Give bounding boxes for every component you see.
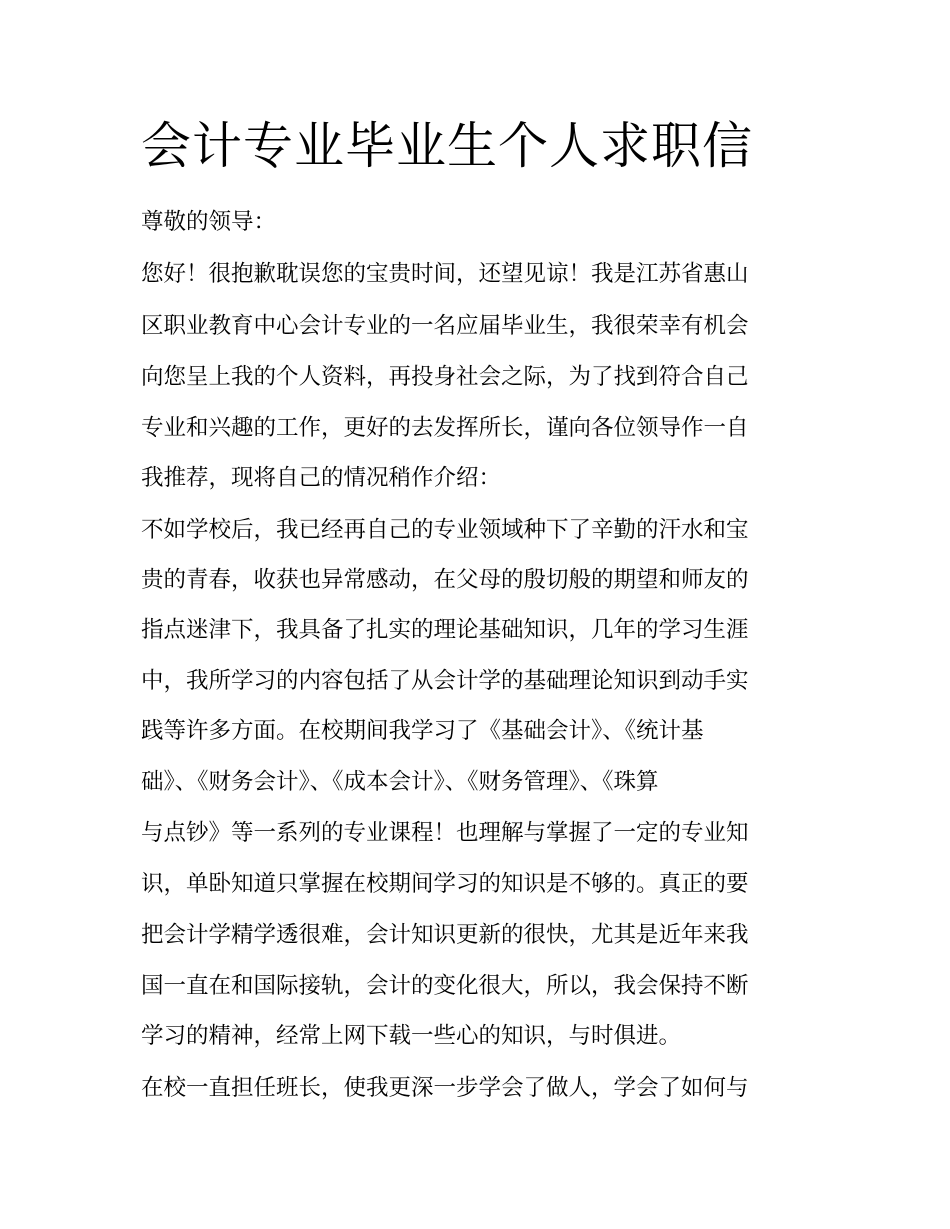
body-line: 向您呈上我的个人资料，再投身社会之际，为了找到符合自己 <box>141 364 749 390</box>
body-line: 把会计学精学透很难，会计知识更新的很快，尤其是近年来我 <box>141 922 749 948</box>
body-line: 与点钞》等一系列的专业课程！也理解与掌握了一定的专业知 <box>141 820 749 846</box>
document-title: 会计专业毕业生个人求职信 <box>141 117 753 175</box>
body-line: 国一直在和国际接轨，会计的变化很大，所以，我会保持不断 <box>141 973 749 999</box>
body-line: 贵的青春，收获也异常感动，在父母的殷切般的期望和师友的 <box>141 567 749 593</box>
body-line: 不如学校后，我已经再自己的专业领域种下了辛勤的汗水和宝 <box>141 517 749 543</box>
body-line: 在校一直担任班长，使我更深一步学会了做人，学会了如何与 <box>141 1075 749 1101</box>
body-line: 您好！很抱歉耽误您的宝贵时间，还望见谅！我是江苏省惠山 <box>141 261 749 287</box>
body-line: 践等许多方面。在校期间我学习了《基础会计》、《统计基 <box>141 718 704 744</box>
body-line: 识，单卧知道只掌握在校期间学习的知识是不够的。真正的要 <box>141 871 749 897</box>
salutation-line: 尊敬的领导： <box>141 209 277 235</box>
body-line: 础》、《财务会计》、《成本会计》、《财务管理》、《珠算 <box>141 769 659 795</box>
body-line: 中，我所学习的内容包括了从会计学的基础理论知识到动手实 <box>141 668 749 694</box>
body-line: 区职业教育中心会计专业的一名应届毕业生，我很荣幸有机会 <box>141 313 749 339</box>
body-line: 学习的精神，经常上网下载一些心的知识，与时俱进。 <box>141 1023 682 1049</box>
document-page <box>141 0 813 1229</box>
body-line: 专业和兴趣的工作，更好的去发挥所长，谨向各位领导作一自 <box>141 415 749 441</box>
body-line: 我推荐，现将自己的情况稍作介绍： <box>141 465 502 491</box>
body-line: 指点迷津下，我具备了扎实的理论基础知识，几年的学习生涯 <box>141 617 749 643</box>
